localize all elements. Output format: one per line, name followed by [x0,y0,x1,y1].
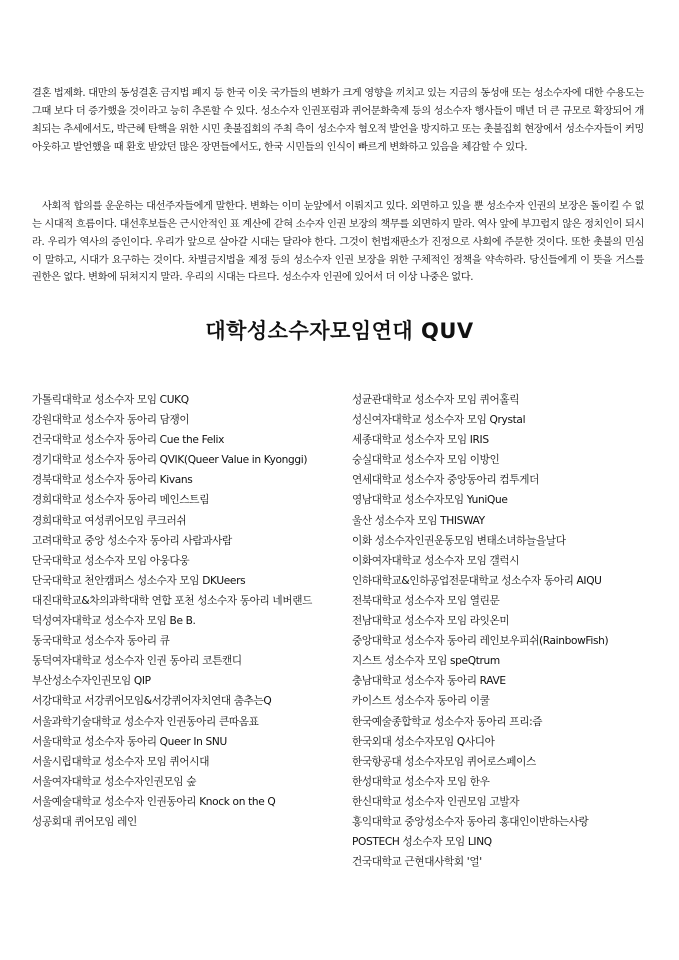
organization-title: 대학성소수자모임연대 QUV [205,319,474,343]
member-entry: 경기대학교 성소수자 동아리 QVIK(Queer Value in Kyonggi) [32,454,308,467]
member-entry: 단국대학교 성소수자 모임 아웅다웅 [32,554,190,567]
member-entry: 성공회대 퀴어모임 레인 [32,815,137,828]
member-entry: 가톨릭대학교 성소수자 모임 CUKQ [32,394,189,406]
member-entry: 중앙대학교 성소수자 동아리 레인보우피쉬(RainbowFish) [352,635,609,648]
member-entry: 경희대학교 여성퀴어모임 쿠크러쉬 [32,514,187,527]
member-entry: 단국대학교 천안캠퍼스 성소수자 모임 DKUeers [32,574,246,587]
member-entry: 동국대학교 성소수자 동아리 큐 [32,635,170,648]
member-list-left [32,390,328,832]
member-list-right [352,390,652,872]
member-entry: 건국대학교 성소수자 동아리 Cue the Felix [32,434,225,447]
member-entry: 지스트 성소수자 모임 speQtrum [352,655,500,668]
member-entry: 인하대학교&인하공업전문대학교 성소수자 동아리 AIQU [352,574,602,587]
member-entry: 서강대학교 서강퀴어모임&서강퀴어자치연대 춤추는Q [32,695,272,708]
member-entry: 연세대학교 성소수자 중앙동아리 컴투게더 [352,474,539,487]
member-entry: 고려대학교 중앙 성소수자 동아리 사람과사람 [32,534,232,547]
member-entry: 홍익대학교 중앙성소수자 동아리 홍대인이반하는사랑 [352,815,589,828]
member-entry: 숭실대학교 성소수자 모임 이방인 [352,454,500,467]
member-entry: 덕성여자대학교 성소수자 모임 Be B. [32,615,196,628]
member-entry: POSTECH 성소수자 모임 LINQ [352,836,492,849]
body-paragraph-2: 사회적 합의를 운운하는 대선주자들에게 말한다. 변화는 이미 눈앞에서 이뤄지고 있다. 외면하고 있을 뿐 성소수자 인권의 보장은 돌이킬 수 없는 시대적 흐름이다. 대선후보들은 근시안적인 표 계산에 갇혀 소수자 인권 보장의 책무를 외면하지 말라. 역사 앞에 부끄럽지 않은 정치인이 되시라. 우리가 역사의 증인이다. 우리가 앞으로 살아갈 시대는 달라야 한다. 그것이 헌법재판소가 진정으로 사회에 주문한 것이다. 또한 촛불의 민심이 말하고, 시대가 요구하는 것이다. 차별금지법을 제정 등의 성소수자 인권 보장을 위한 구체적인 정책을 약속하라. 당신들에게 이 뜻을 거스를 권한은 없다. 변화에 뒤쳐지지 말라. 우리의 시대는 다르다. 성소수자 인권에 있어서 더 이상 나중은 없다. [32,201,644,284]
member-entry: 서울과학기술대학교 성소수자 인권동아리 큰따옴표 [32,715,259,728]
body-paragraph-1: 결혼 법제화. 대만의 동성결혼 금지법 폐지 등 한국 이웃 국가들의 변화가 크게 영향을 끼치고 있는 지금의 동성애 또는 성소수자에 대한 수용도는 그때 보다 더 증가했을 것이라고 능히 추론할 수 있다. 성소수자 인권포럼과 퀴어문화축제 등의 성소수자 행사들이 매년 더 큰 규모로 확장되어 개최되는 추세에서도, 박근혜 탄핵을 위한 시민 촛불집회의 주최 측이 성소수자 혐오적 발언을 방지하고 또는 촛불집회 현장에서 성소수자들이 커밍아웃하고 발언했을 때 환호 받았던 많은 장면들에서도, 한국 시민들의 인식이 빠르게 변화하고 있음을 체감할 수 있다. [32,88,644,153]
member-entry: 한성대학교 성소수자 모임 한우 [352,775,490,788]
member-entry: 동덕여자대학교 성소수자 인권 동아리 코튼캔디 [32,655,242,668]
member-entry: 부산성소수자인권모임 QIP [32,675,151,688]
member-entry: 서울대학교 성소수자 동아리 Queer In SNU [32,735,227,748]
member-entry: 충남대학교 성소수자 동아리 RAVE [352,675,506,688]
member-entry: 대진대학교&차의과학대학 연합 포천 성소수자 동아리 네버랜드 [32,594,312,607]
member-entry: 강원대학교 성소수자 동아리 담쟁이 [32,414,190,427]
member-entry: 전남대학교 성소수자 모임 라잇온미 [352,615,510,628]
member-entry: 한국외대 성소수자모임 Q사디아 [352,735,495,748]
member-entry: 한신대학교 성소수자 인권모임 고발자 [352,795,520,808]
member-entry: 이화여자대학교 성소수자 모임 갤럭시 [352,554,520,567]
member-entry: 한국예술종합학교 성소수자 동아리 프리:즘 [352,715,543,728]
member-entry: 성균관대학교 성소수자 모임 퀴어홀릭 [352,394,520,406]
member-entry: 건국대학교 근현대사학회 '얼' [352,856,482,869]
member-entry: 경희대학교 성소수자 동아리 메인스트림 [32,494,210,507]
member-entry: 영남대학교 성소수자모임 YuniQue [352,494,508,507]
member-entry: 울산 성소수자 모임 THISWAY [352,514,485,527]
member-entry: 세종대학교 성소수자 모임 IRIS [352,434,489,447]
member-entry: 한국항공대 성소수자모임 퀴어로스페이스 [352,755,536,768]
member-entry: 전북대학교 성소수자 모임 열린문 [352,594,500,607]
member-entry: 서울예술대학교 성소수자 인권동아리 Knock on the Q [32,795,276,808]
member-entry: 이화 성소수자인권운동모임 변태소녀하늘을날다 [352,534,566,547]
member-entry: 카이스트 성소수자 동아리 이쿨 [352,695,490,708]
member-entry: 경북대학교 성소수자 동아리 Kivans [32,474,193,487]
member-entry: 성신여자대학교 성소수자 모임 Qrystal [352,414,526,427]
member-entry: 서울여자대학교 성소수자인권모임 숲 [32,775,197,788]
member-entry: 서울시립대학교 성소수자 모임 퀴어시대 [32,755,210,768]
